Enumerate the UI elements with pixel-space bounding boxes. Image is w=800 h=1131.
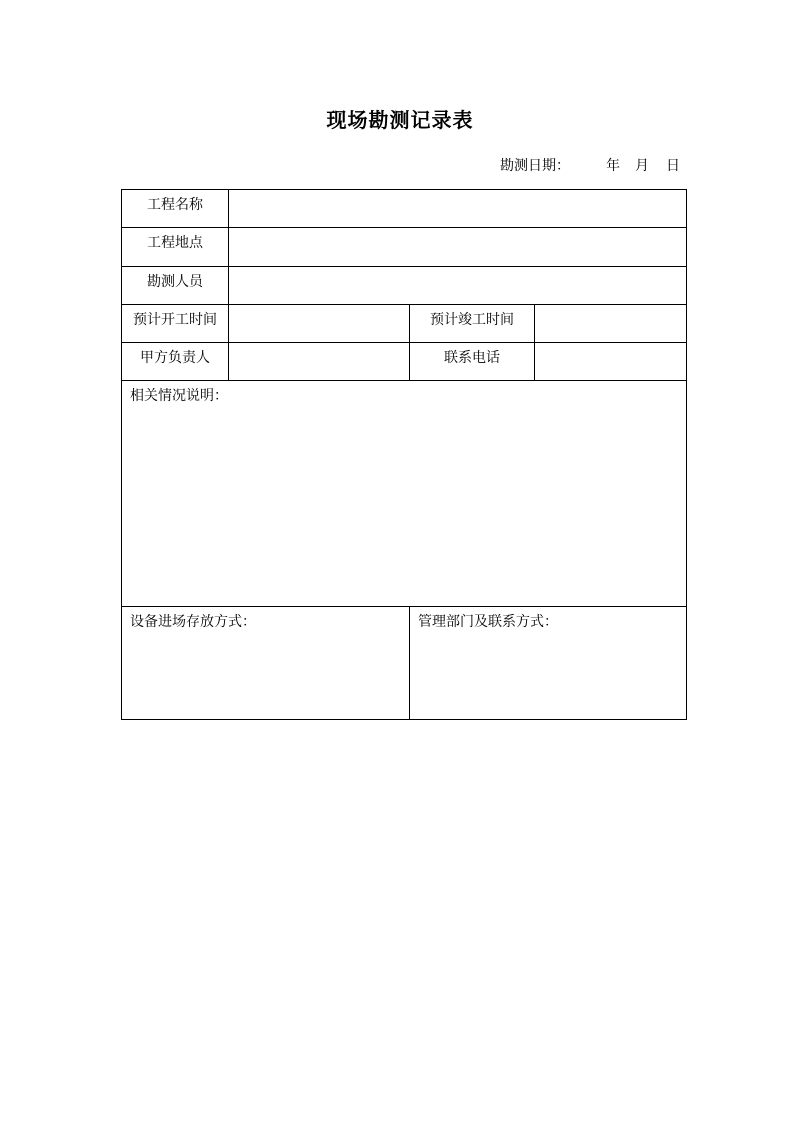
equipment-storage-area[interactable] [122, 607, 409, 719]
contact-phone-field[interactable] [535, 343, 686, 380]
page-title: 现场勘测记录表 [326, 108, 474, 132]
project-name-label: 工程名称 [147, 197, 203, 213]
description-area[interactable] [122, 381, 686, 606]
description-label: 相关情况说明： [130, 388, 228, 404]
project-location-label: 工程地点 [147, 235, 203, 251]
project-location-field[interactable] [229, 228, 686, 266]
planned-start-label: 预计开工时间 [133, 312, 217, 328]
contact-phone-label: 联系电话 [444, 350, 500, 366]
date-day-label: 日 [666, 158, 680, 174]
equipment-storage-label: 设备进场存放方式： [130, 614, 256, 630]
surveyors-field[interactable] [229, 267, 686, 304]
surveyors-label: 勘测人员 [147, 274, 203, 290]
planned-completion-field[interactable] [535, 305, 686, 342]
survey-form-table [121, 189, 687, 720]
date-month-label: 月 [635, 158, 649, 174]
date-year-label: 年 [606, 158, 620, 174]
management-contact-label: 管理部门及联系方式： [418, 614, 558, 630]
client-manager-label: 甲方负责人 [140, 350, 210, 366]
management-contact-area[interactable] [410, 607, 686, 719]
client-manager-field[interactable] [229, 343, 409, 380]
survey-date-label: 勘测日期： [500, 158, 570, 174]
planned-completion-label: 预计竣工时间 [430, 312, 514, 328]
planned-start-field[interactable] [229, 305, 409, 342]
project-name-field[interactable] [229, 191, 686, 227]
